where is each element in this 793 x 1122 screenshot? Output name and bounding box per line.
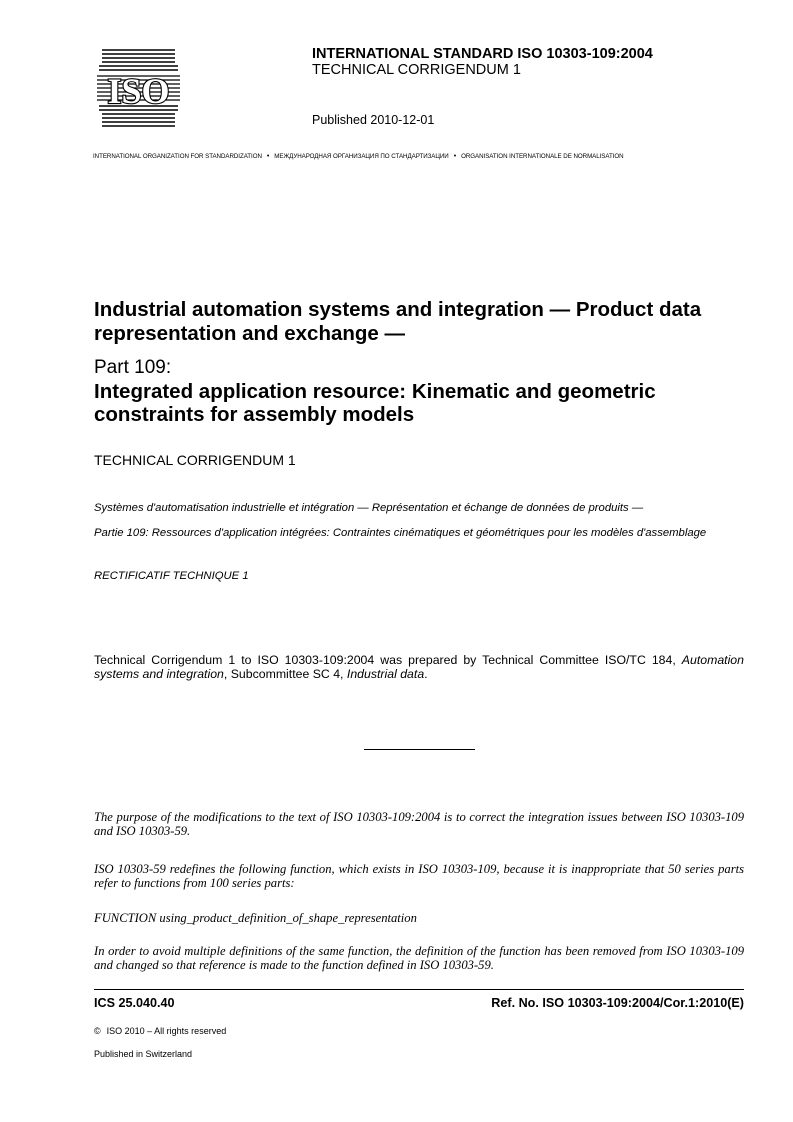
document-title: Industrial automation systems and integration — Product data representation and exchange —	[94, 298, 702, 345]
published-location: Published in Switzerland	[94, 1049, 193, 1059]
separator-bullet: •	[266, 153, 270, 160]
french-corrigendum: RECTIFICATIF TECHNIQUE 1	[94, 570, 249, 582]
published-date: Published 2010-12-01	[312, 113, 435, 127]
org-name-en: INTERNATIONAL ORGANIZATION FOR STANDARDIZATION	[93, 153, 262, 160]
ics-code: ICS 25.040.40	[94, 996, 175, 1010]
subcommittee-name: Industrial data	[346, 667, 425, 681]
preparation-note	[94, 653, 744, 681]
french-part-title: Partie 109: Ressources d'application intégrées: Contraintes cinématiques et géométriques pour les modèles d'assemblage	[94, 527, 707, 539]
committee-name: Automation systems and integration	[94, 653, 744, 681]
corrigendum-label: TECHNICAL CORRIGENDUM 1	[312, 62, 521, 78]
org-name-fr: ORGANISATION INTERNATIONALE DE NORMALISATION	[461, 153, 624, 160]
prep-note-text: .	[424, 667, 428, 681]
copyright-line	[94, 1026, 226, 1036]
redefines-paragraph: ISO 10303-59 redefines the following function, which exists in ISO 10303-109, because it is inappropriate that 50 series parts refer to functions from 100 series parts:	[94, 862, 744, 890]
copyright-symbol: ©	[94, 1026, 101, 1036]
purpose-paragraph: The purpose of the modifications to the text of ISO 10303-109:2004 is to correct the integration issues between ISO 10303-109 and ISO 10303-59.	[94, 810, 744, 838]
corrigendum-heading: TECHNICAL CORRIGENDUM 1	[94, 452, 296, 468]
prep-note-text: Technical Corrigendum 1 to ISO 10303-109:2004 was prepared by Technical Committee ISO/TC 184,	[94, 653, 676, 667]
org-name-ru: МЕЖДУНАРОДНАЯ ОРГАНИЗАЦИЯ ПО СТАНДАРТИЗАЦИИ	[274, 153, 449, 160]
function-name: FUNCTION using_product_definition_of_shape_representation	[94, 911, 417, 925]
section-divider	[364, 749, 475, 750]
iso-logo	[96, 47, 181, 129]
reference-number: Ref. No. ISO 10303-109:2004/Cor.1:2010(E)	[491, 996, 744, 1010]
iso-logo-text: ISO	[107, 71, 170, 111]
part-title: Integrated application resource: Kinematic and geometric constraints for assembly models	[94, 380, 656, 426]
standard-title: INTERNATIONAL STANDARD ISO 10303-109:2004	[312, 46, 653, 62]
separator-bullet: •	[453, 153, 457, 160]
copyright-text: ISO 2010 – All rights reserved	[106, 1026, 227, 1036]
prep-note-text: , Subcommittee SC 4,	[223, 667, 347, 681]
avoid-paragraph: In order to avoid multiple definitions of the same function, the definition of the function has been removed from ISO 10303-109 and changed so that reference is made to the function defined in ISO 10303-59.	[94, 944, 744, 972]
organization-names	[93, 153, 743, 160]
french-title: Systèmes d'automatisation industrielle et intégration — Représentation et échange de données de produits —	[94, 502, 644, 514]
part-number: Part 109:	[94, 357, 172, 378]
footer-divider	[94, 989, 744, 990]
